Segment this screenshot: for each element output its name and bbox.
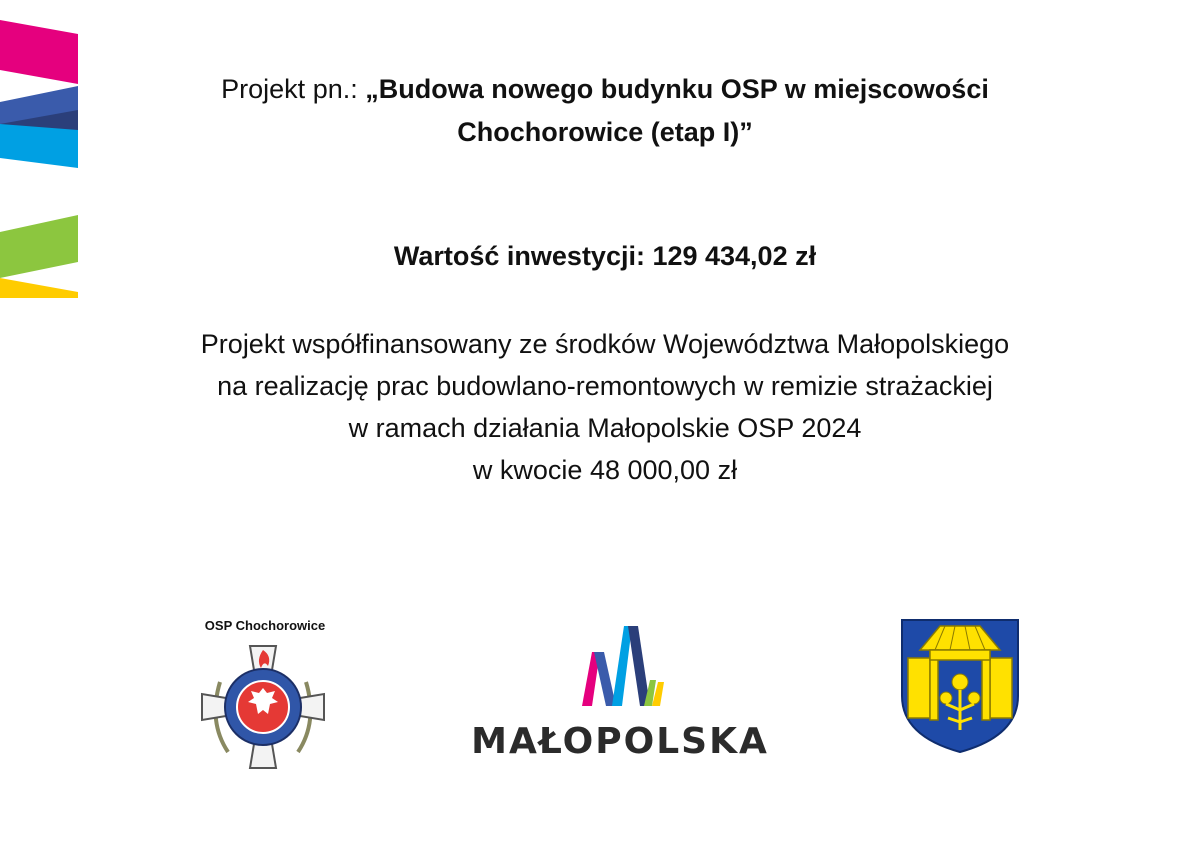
funding-line: w ramach działania Małopolskie OSP 2024 (348, 413, 862, 443)
osp-logo-label: OSP Chochorowice (204, 618, 326, 633)
funding-line: w kwocie 48 000,00 zł (472, 455, 738, 485)
brand-stripes-decoration (0, 0, 90, 310)
project-name-line2: Chochorowice (etap I)” (457, 117, 753, 147)
coat-of-arms-icon (900, 618, 1020, 754)
osp-emblem-icon (198, 642, 328, 772)
yellow-stripe (0, 278, 78, 298)
green-stripe (0, 215, 78, 278)
project-title-prefix: Projekt pn.: (221, 74, 366, 104)
project-name-line1: „Budowa nowego budynku OSP w miejscowości (365, 74, 989, 104)
funding-description (110, 323, 1100, 491)
cyan-stripe (0, 124, 78, 168)
malopolska-logo-icon (578, 622, 668, 710)
investment-value: Wartość inwestycji: 129 434,02 zł (393, 241, 817, 271)
magenta-stripe (0, 20, 78, 84)
project-title (110, 68, 1100, 154)
funding-line: na realizację prac budowlano-remontowych w remizie strażackiej (217, 371, 993, 401)
malopolska-wordmark: MAŁOPOLSKA (471, 721, 769, 762)
funding-line: Projekt współfinansowany ze środków Województwa Małopolskiego (200, 329, 1010, 359)
